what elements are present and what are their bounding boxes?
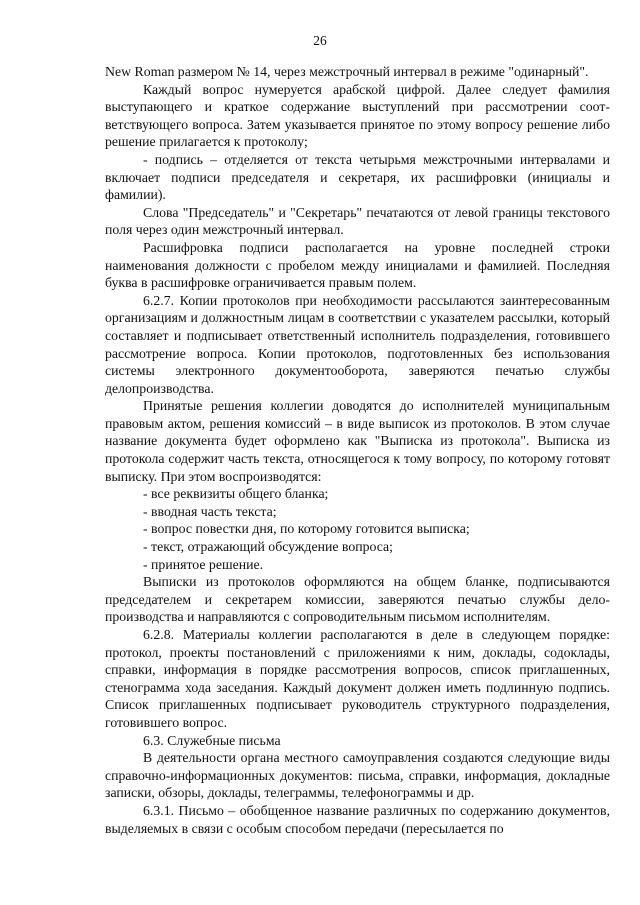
paragraph: Расшифровка подписи располагается на уровне последней строки наименования должности с пробелом между инициалами и фамилией. Последняя буква в расшифровке ограничивается правым полем. bbox=[105, 239, 610, 291]
section-heading-6-3: 6.3. Служебные письма bbox=[143, 732, 281, 748]
paragraph: Каждый вопрос нумеруется арабской цифрой. Далее следует фамилия выступающего и краткое содержание выступлений при рассмотрении соответствующего вопроса. Затем указывается принятое по этому вопросу решение либо решение прилагается к протоколу; bbox=[105, 81, 610, 150]
list-item: - все реквизиты общего бланка; bbox=[143, 486, 329, 502]
list-item: - принятое решение. bbox=[143, 556, 264, 572]
page-number: 26 bbox=[313, 33, 327, 48]
section-paragraph-6-2-8: 6.2.8. Материалы коллегии располагаются в деле в следующем порядке: протокол, проекты постановлений с приложениями к ним, доклады, содоклады, справки, информация в порядке рассмотрения вопросов, список приглашенных, стенограмма хода заседания. Каждый документ должен иметь подлинную подпись. Список приглашенных подписывает руководитель структурного подразделения, готовившего вопрос. bbox=[105, 627, 610, 730]
paragraph: Выписки из протоколов оформляются на общем бланке, подписываются председателем и секретарем комиссии, заверяются печатью службы делопроизводства и направляются с сопроводительным письмом исполнителям. bbox=[105, 574, 610, 625]
paragraph: New Roman размером № 14, через межстрочный интервал в режиме "одинарный". bbox=[105, 64, 589, 79]
document-body bbox=[105, 63, 610, 837]
section-paragraph-6-3-1: 6.3.1. Письмо – обобщенное название различных по содержанию документов, выделяемых в связи с особым способом передачи (пересылается по bbox=[105, 802, 610, 836]
list-item: - текст, отражающий обсуждение вопроса; bbox=[143, 539, 393, 555]
section-paragraph-6-2-7: 6.2.7. Копии протоколов при необходимости рассылаются заинтересованным организациям и должностным лицам в соответствии с указателем рассылки, который составляет и подписывает ответственный исполнитель подразделения, готовившего рассмотрение вопроса. Копии протоколов, подготовленных без использования системы электронного документооборота, заверяются печатью службы делопроизводства. bbox=[105, 292, 610, 396]
paragraph: Слова "Председатель" и "Секретарь" печатаются от левой границы текстового поля через один межстрочный интервал. bbox=[105, 204, 610, 238]
paragraph: - подпись – отделяется от текста четырьмя межстрочными интервалами и включает подписи председателя и секретаря, их расшифровки (инициалы и фамилии). bbox=[105, 151, 610, 203]
paragraph: В деятельности органа местного самоуправления создаются следующие виды справочно-информационных документов: письма, справки, информация, докладные записки, обзоры, доклады, телеграммы, телефонограммы и др. bbox=[105, 750, 610, 801]
list-item: - вводная часть текста; bbox=[143, 503, 277, 519]
paragraph: Принятые решения коллегии доводятся до исполнителей муниципальным правовым актом, решения комиссий – в виде выписок из протоколов. В этом случае название документа будет оформлено как "Выписка из протокола". Выписка из протокола содержит часть текста, относящегося к тому вопросу, по которому готовят выписку. При этом воспроизводятся: bbox=[105, 398, 610, 484]
list-item: - вопрос повестки дня, по которому готовится выписка; bbox=[143, 521, 470, 537]
